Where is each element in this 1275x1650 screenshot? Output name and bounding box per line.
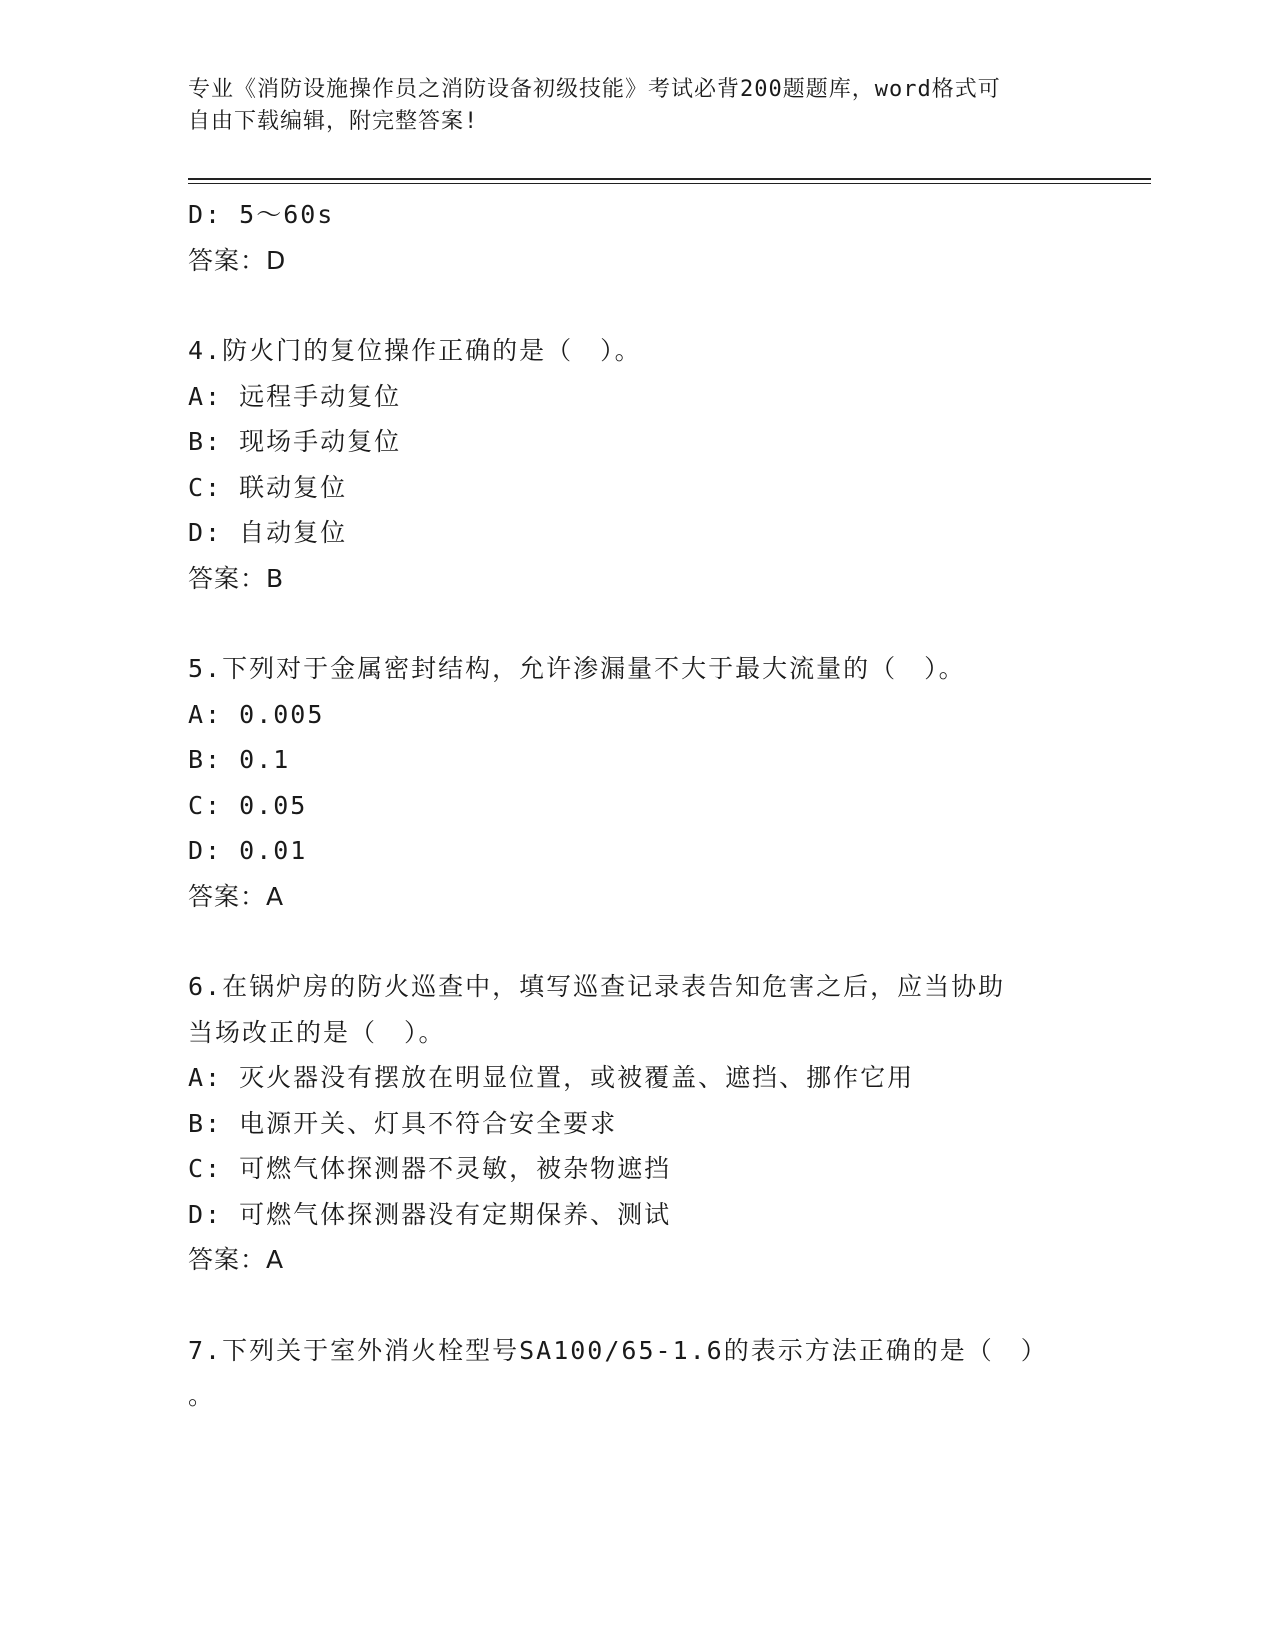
document-body	[188, 192, 1088, 1419]
option-d: D: 5～60s	[188, 200, 335, 229]
question-text-line-1: 7.下列关于室外消火栓型号SA100/65-1.6的表示方法正确的是（ ）	[188, 1335, 1048, 1365]
header-divider-thick	[188, 178, 1151, 180]
option-b: B: 电源开关、灯具不符合安全要求	[188, 1108, 618, 1138]
question-5	[188, 646, 1088, 919]
question-text-line-2: 当场改正的是（ ）。	[188, 1017, 446, 1047]
header-divider-thin	[188, 183, 1151, 184]
question-text: 5.下列对于金属密封结构，允许渗漏量不大于最大流量的（ ）。	[188, 654, 966, 683]
question-text-line-1: 6.在锅炉房的防火巡查中，填写巡查记录表告知危害之后，应当协助	[188, 972, 1006, 1001]
question-6	[188, 964, 1088, 1283]
answer: 答案：A	[188, 1245, 285, 1274]
option-d: D: 0.01	[188, 836, 308, 865]
question-text: 4.防火门的复位操作正确的是（ ）。	[188, 336, 642, 365]
question-7	[188, 1328, 1088, 1419]
option-c: C: 可燃气体探测器不灵敏，被杂物遮挡	[188, 1154, 672, 1183]
header-line-2: 自由下载编辑，附完整答案!	[188, 109, 479, 134]
option-d: D: 自动复位	[188, 518, 348, 547]
answer: 答案：D	[188, 245, 287, 275]
option-b: B: 0.1	[188, 745, 291, 774]
option-c: C: 联动复位	[188, 472, 348, 502]
document-header	[188, 74, 1088, 138]
option-a: A: 远程手动复位	[188, 381, 402, 411]
option-d: D: 可燃气体探测器没有定期保养、测试	[188, 1199, 672, 1229]
header-line-1: 专业《消防设施操作员之消防设备初级技能》考试必背200题题库，word格式可	[188, 77, 1001, 102]
question-4	[188, 328, 1088, 601]
option-a: A: 灭火器没有摆放在明显位置，或被覆盖、遮挡、挪作它用	[188, 1063, 915, 1092]
option-b: B: 现场手动复位	[188, 427, 402, 456]
question-text-line-2: 。	[188, 1381, 216, 1410]
answer: 答案：B	[188, 563, 285, 593]
option-c: C: 0.05	[188, 790, 308, 820]
answer: 答案：A	[188, 881, 285, 911]
option-a: A: 0.005	[188, 699, 325, 729]
